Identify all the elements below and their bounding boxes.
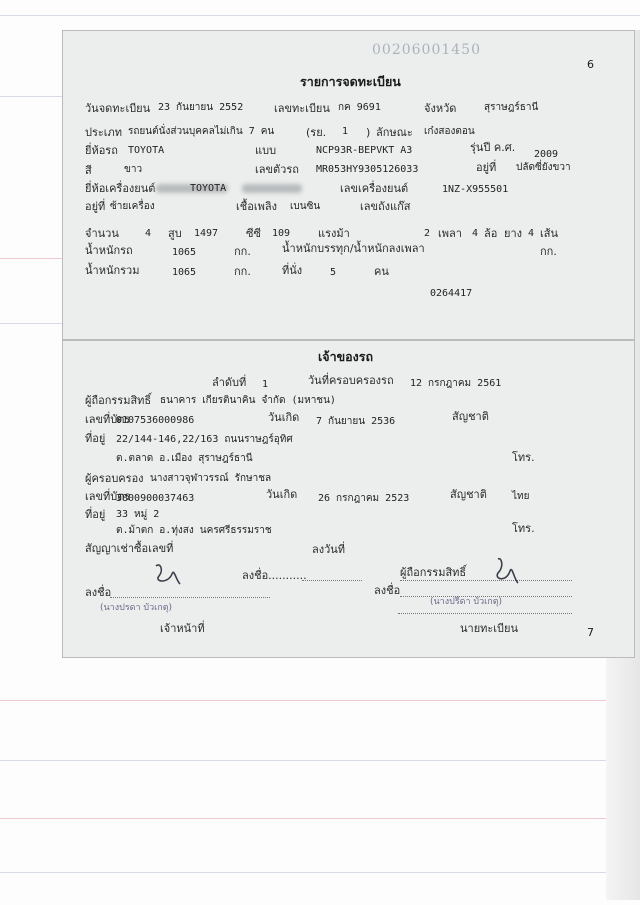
- date-label: วันจดทะเบียน: [85, 102, 151, 115]
- possessor-label: ผู้ครอบครอง: [85, 472, 144, 485]
- contract-date-label: ลงวันที่: [312, 543, 346, 556]
- engine-loc-value: ซ้ายเครื่อง: [110, 201, 155, 212]
- sign-line: [110, 596, 270, 598]
- possessor-tel-label: โทร.: [512, 522, 535, 535]
- rs-value: 1: [342, 126, 349, 137]
- engine-loc-label: อยู่ที่: [85, 200, 106, 213]
- style-label: ลักษณะ: [376, 126, 413, 139]
- chassis-label: เลขตัวรถ: [255, 163, 299, 176]
- type-value: รถยนต์นั่งส่วนบุคคลไม่เกิน 7 คน: [128, 126, 275, 137]
- official-sign-label: ลงชื่อ...........: [242, 569, 307, 582]
- engine-no-value: 1NZ-X955501: [442, 184, 509, 195]
- chassis-value: MR053HY9305126033: [316, 164, 419, 175]
- weight-unit: กก.: [234, 245, 251, 258]
- registrar-title: นายทะเบียน: [460, 622, 519, 635]
- possess-label: วันที่ครอบครองรถ: [308, 374, 394, 387]
- possessor-id: 3800900037463: [116, 493, 195, 504]
- official-title: เจ้าหน้าที่: [160, 622, 205, 635]
- rs-label: (รย.: [306, 126, 327, 139]
- brand-label: ยี่ห้อรถ: [85, 144, 118, 157]
- page-number-bottom: 7: [587, 626, 594, 639]
- sign-line: [400, 579, 572, 581]
- registrar-sig-label: ผู้ถือกรรมสิทธิ์: [400, 566, 467, 579]
- sign-line: [302, 579, 362, 581]
- cyl-unit: สูบ: [168, 227, 182, 240]
- holder-label: ผู้ถือกรรมสิทธิ์: [85, 394, 152, 407]
- year-value: 2009: [534, 149, 559, 160]
- name-line: [398, 612, 572, 614]
- tires-unit: เส้น: [540, 227, 558, 240]
- registration-title: รายการจดทะเบียน: [300, 74, 401, 89]
- brand-value: TOYOTA: [128, 145, 165, 156]
- seats-label: ที่นั่ง: [282, 264, 303, 277]
- date-value: 23 กันยายน 2552: [158, 102, 244, 113]
- holder-tel-label: โทร.: [512, 451, 535, 464]
- possessor-addr1: 33 หมู่ 2: [116, 509, 160, 520]
- engine-brand-value: TOYOTA: [190, 183, 227, 194]
- holder-addr1: 22/144-146,22/163 ถนนราษฎร์อุทิศ: [116, 434, 293, 445]
- holder-id: 0107536000986: [116, 415, 195, 426]
- axles-unit: เพลา: [438, 227, 462, 240]
- possess-date: 12 กรกฎาคม 2561: [410, 378, 502, 389]
- possessor-addr-label: ที่อยู่: [85, 508, 106, 521]
- wheels-unit: ล้อ: [484, 227, 498, 240]
- color-value: ขาว: [124, 164, 143, 175]
- redaction-mark: [242, 184, 302, 193]
- gross-value: 1065: [172, 267, 197, 278]
- serial-number: 0264417: [430, 288, 473, 299]
- gas-label: เลขถังแก๊ส: [360, 200, 411, 213]
- ruled-line: [0, 760, 640, 761]
- official-name: (นางปรดา บัวเกตุ): [100, 603, 173, 613]
- registrar-signature: [488, 555, 524, 589]
- color-label: สี: [85, 164, 92, 177]
- possessor-value: นางสาวจุฬาวรรณ์ รักษาชล: [150, 473, 272, 484]
- province-label: จังหวัด: [424, 102, 457, 115]
- cc-value: 1497: [194, 228, 219, 239]
- possessor-id-label: เลขที่บัตร: [85, 490, 131, 503]
- possessor-birth: 26 กรกฎาคม 2523: [318, 493, 410, 504]
- engine-no-label: เลขเครื่องยนต์: [340, 182, 409, 195]
- possessor-birth-label: วันเกิด: [266, 488, 298, 501]
- engine-brand-label: ยี่ห้อเครื่องยนต์: [85, 182, 156, 195]
- cyl-value: 4: [145, 228, 152, 239]
- province-value: สุราษฎร์ธานี: [484, 102, 539, 113]
- ruled-line: [0, 872, 640, 873]
- ruled-line: [0, 15, 640, 16]
- seats-value: 5: [330, 267, 337, 278]
- page-number-top: 6: [587, 58, 594, 71]
- holder-addr2: ต.ตลาด อ.เมือง สุราษฎร์ธานี: [116, 453, 253, 464]
- holder-addr-label: ที่อยู่: [85, 432, 106, 445]
- chassis-loc-value: ปลัดซี่ยังขวา: [516, 162, 571, 173]
- model-label: แบบ: [255, 144, 277, 157]
- plate-label: เลขทะเบียน: [274, 102, 330, 115]
- weight-value: 1065: [172, 247, 197, 258]
- possessor-nat-label: สัญชาติ: [450, 488, 487, 501]
- fuel-label: เชื้อเพลิง: [236, 200, 277, 213]
- official-signature: [150, 560, 186, 590]
- gross-label: น้ำหนักรวม: [85, 264, 140, 277]
- axles-value: 2: [424, 228, 431, 239]
- holder-id-label: เลขที่บัตร: [85, 413, 131, 426]
- sign-label-right: ลงชื่อ: [374, 584, 401, 597]
- holder-birth-label: วันเกิด: [268, 411, 300, 424]
- load-label: น้ำหนักบรรทุก/น้ำหนักลงเพลา: [282, 242, 425, 255]
- fuel-value: เบนซิน: [290, 201, 321, 212]
- tires-label: ยาง: [504, 227, 522, 240]
- plate-value: กค 9691: [338, 102, 381, 113]
- type-label: ประเภท: [85, 126, 123, 139]
- model-value: NCP93R-BEPVKT A3: [316, 145, 413, 156]
- year-label: รุ่นปี ค.ศ.: [470, 141, 516, 154]
- order-label: ลำดับที่: [212, 376, 247, 389]
- rs-close: ): [366, 126, 371, 139]
- load-unit: กก.: [540, 245, 557, 258]
- ruled-line: [0, 700, 640, 701]
- gross-unit: กก.: [234, 265, 251, 278]
- owner-title: เจ้าของรถ: [318, 349, 374, 364]
- possessor-nat: ไทย: [512, 491, 530, 502]
- weight-label: น้ำหนักรถ: [85, 244, 133, 257]
- registrar-name: (นางปรีดา บัวเกตุ): [430, 597, 503, 607]
- hp-unit: แรงม้า: [318, 227, 350, 240]
- order-value: 1: [262, 379, 269, 390]
- holder-birth: 7 กันยายน 2536: [316, 416, 396, 427]
- style-value: เก๋งสองตอน: [424, 126, 475, 137]
- holder-nat-label: สัญชาติ: [452, 410, 489, 423]
- wheels-value: 4: [472, 228, 479, 239]
- hp-value: 109: [272, 228, 291, 239]
- cc-unit: ซีซี: [246, 227, 261, 240]
- cyl-label: จำนวน: [85, 227, 119, 240]
- tires-value: 4: [528, 228, 535, 239]
- handwritten-number: 00206001450: [372, 42, 481, 58]
- ruled-line: [0, 818, 640, 819]
- chassis-loc-label: อยู่ที่: [476, 161, 497, 174]
- sign-label-left: ลงชื่อ: [85, 586, 112, 599]
- holder-value: ธนาคาร เกียรตินาคิน จำกัด (มหาชน): [160, 395, 336, 406]
- seats-unit: คน: [374, 265, 389, 278]
- possessor-addr2: ต.ม้าตก อ.ทุ่งสง นครศรีธรรมราช: [116, 525, 272, 536]
- contract-label: สัญญาเช่าซื้อเลขที่: [85, 542, 174, 555]
